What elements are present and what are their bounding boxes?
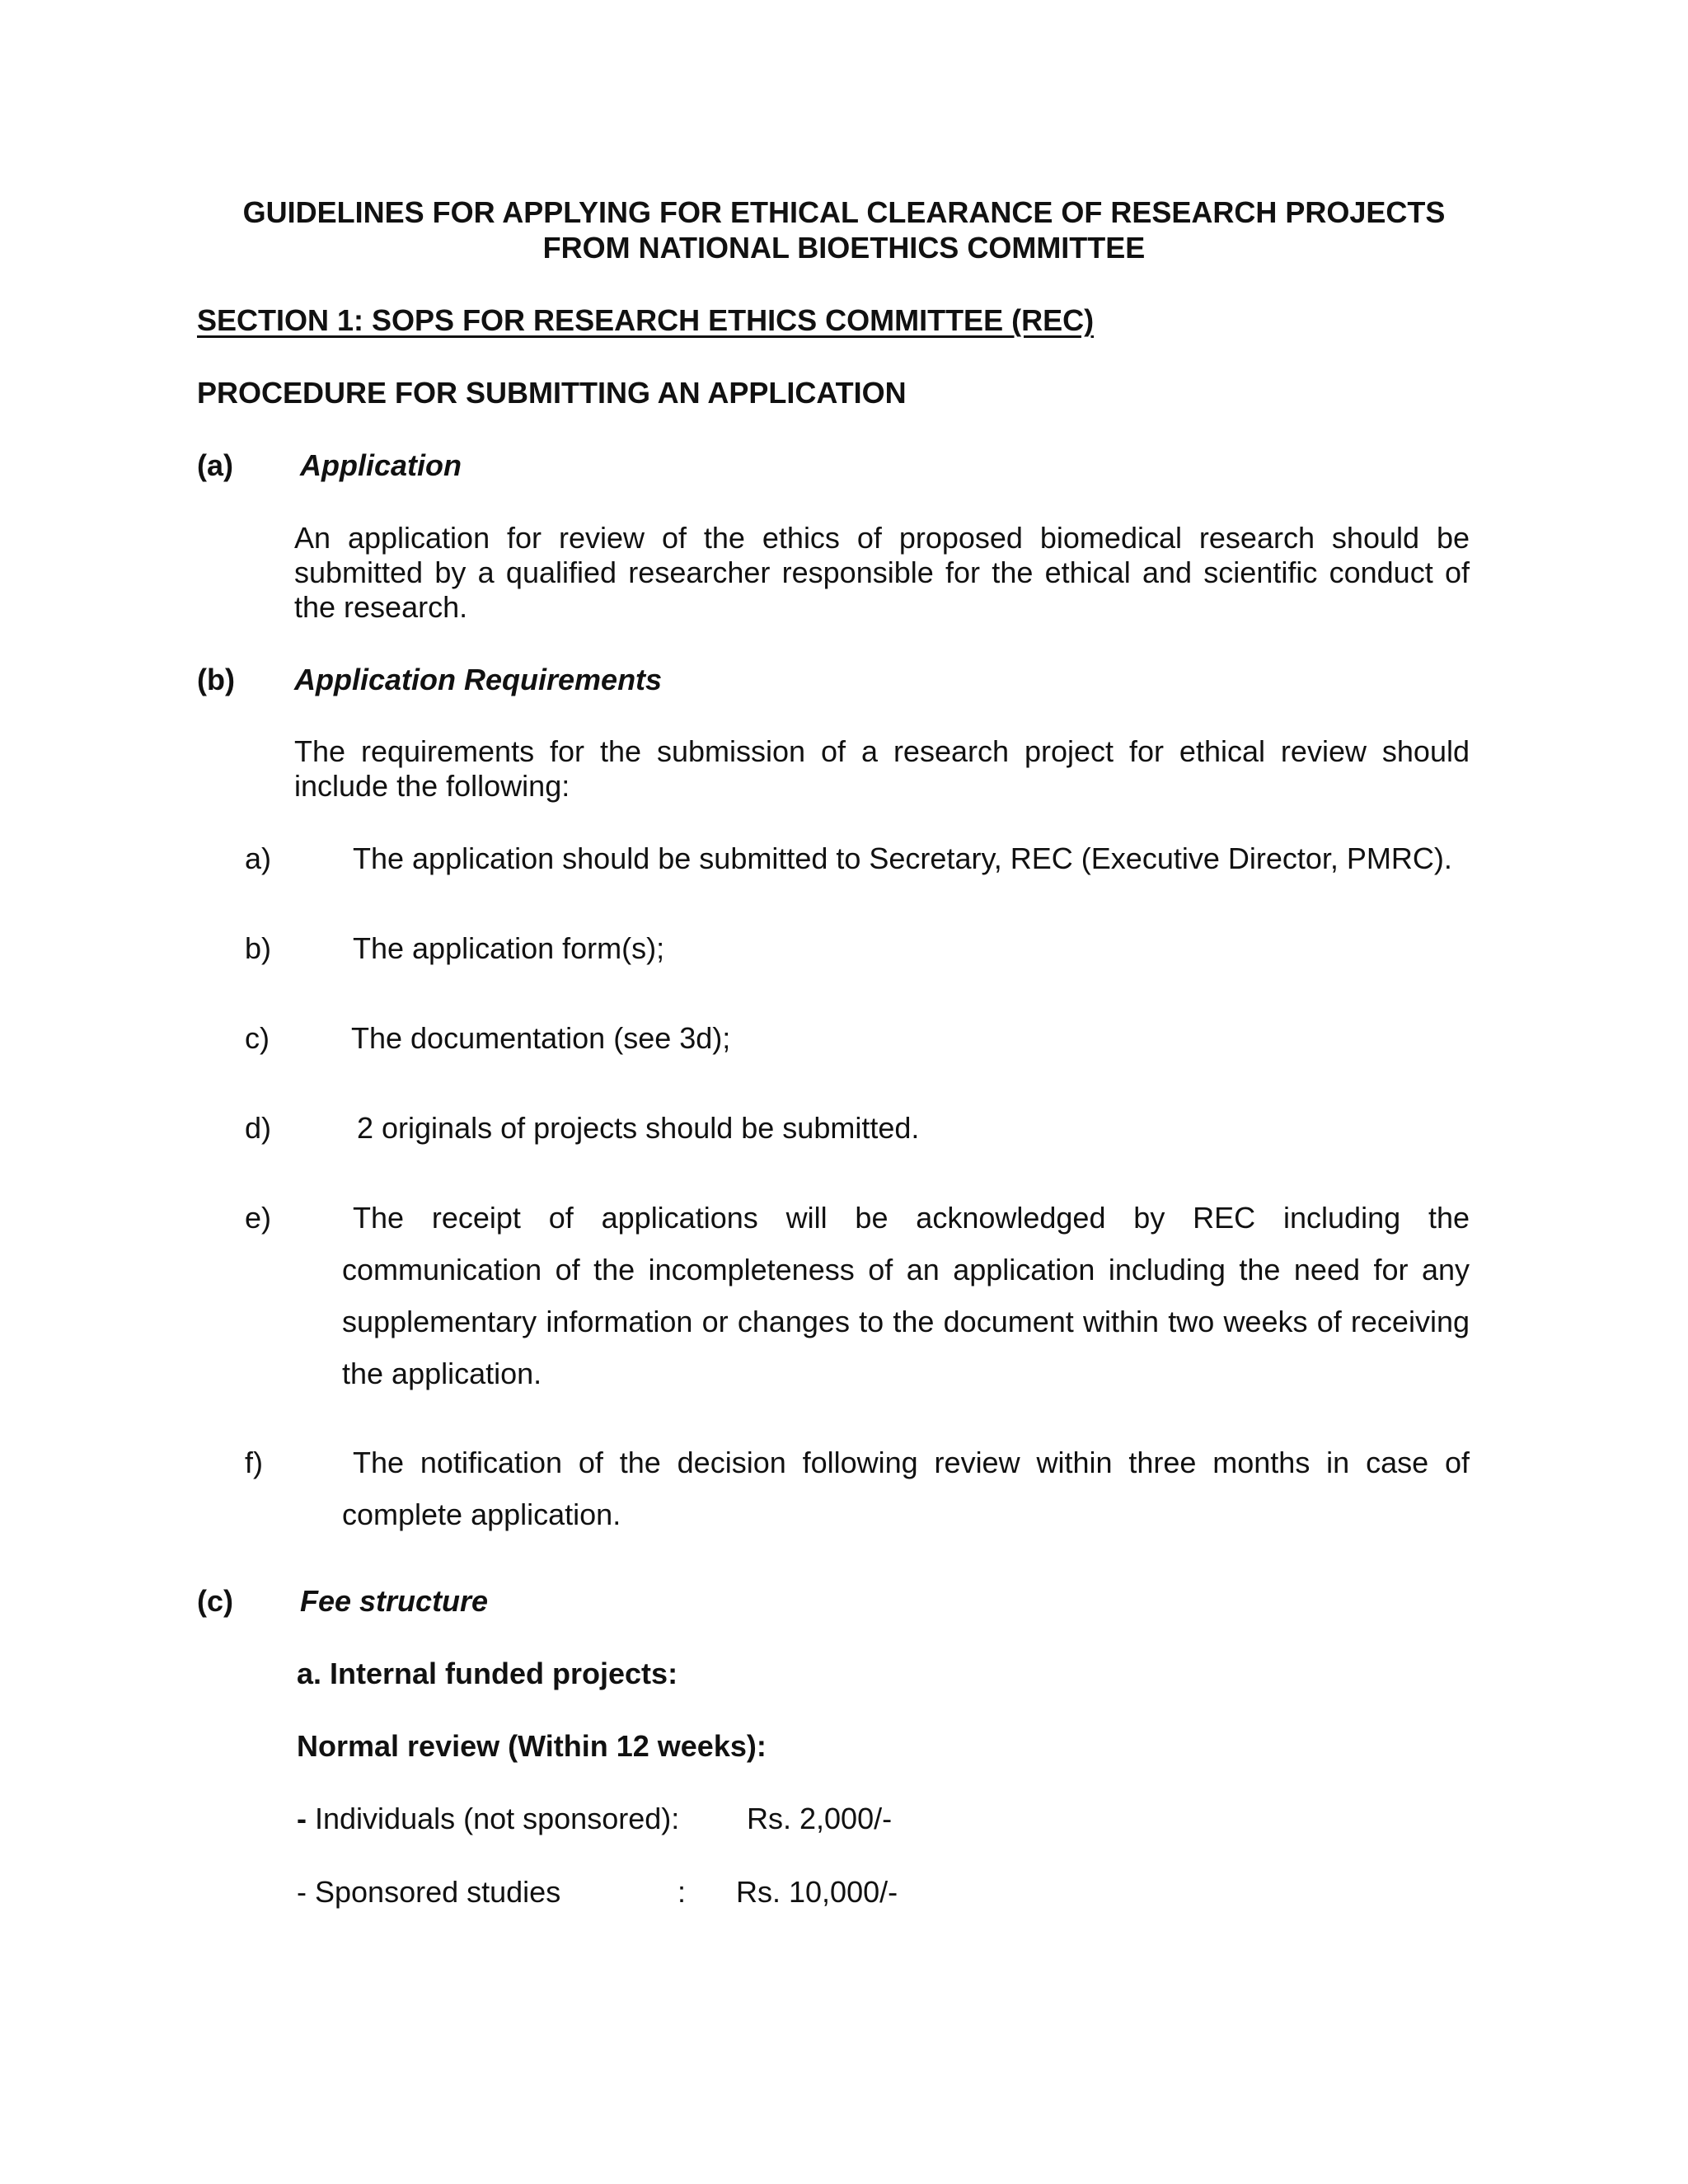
list-item-continuation: complete application. — [342, 1497, 621, 1531]
list-item-marker: c) — [245, 1021, 270, 1055]
list-item-continuation: communication of the incompleteness of an application including the need for any supplementary information or changes to the document within two weeks of receiving the application. — [342, 1253, 1470, 1390]
part-b-intro: The requirements for the submission of a research project for ethical review should include the following: — [294, 734, 1470, 803]
document-title — [0, 194, 1688, 265]
procedure-heading: PROCEDURE FOR SUBMITTING AN APPLICATION — [197, 376, 907, 410]
list-item: The documentation (see 3d); — [351, 1021, 731, 1055]
review-heading: Normal review (Within 12 weeks): — [297, 1729, 767, 1763]
list-item: The application form(s); — [353, 931, 665, 965]
part-b-heading: Application Requirements — [294, 663, 663, 696]
fee-row — [297, 1801, 679, 1836]
fee-subheading: a. Internal funded projects: — [297, 1657, 678, 1690]
part-a-marker: (a) — [197, 448, 233, 482]
list-item-marker: e) — [245, 1201, 272, 1235]
list-item-first-line: The notification of the decision following review within three months in case of — [353, 1446, 1470, 1479]
fee-label: Individuals (not sponsored): — [307, 1802, 680, 1835]
list-item-marker: d) — [245, 1111, 272, 1145]
part-a-body: An application for review of the ethics of proposed biomedical research should be submitted by a qualified researcher responsible for the ethical and scientific conduct of the research. — [294, 521, 1470, 624]
list-item-marker: f) — [245, 1446, 263, 1479]
fee-dash: - — [297, 1802, 307, 1835]
list-item-marker: a) — [245, 841, 272, 875]
section-heading: SECTION 1: SOPS FOR RESEARCH ETHICS COMMITTEE (REC) — [197, 303, 1095, 337]
part-c-heading: Fee structure — [300, 1584, 489, 1618]
fee-dash: - — [297, 1875, 307, 1909]
list-item: 2 originals of projects should be submitted. — [357, 1111, 920, 1145]
title-line-1: GUIDELINES FOR APPLYING FOR ETHICAL CLEARANCE OF RESEARCH PROJECTS — [242, 195, 1446, 229]
part-c-marker: (c) — [197, 1584, 233, 1618]
list-item: The application should be submitted to Secretary, REC (Executive Director, PMRC). — [353, 841, 1452, 875]
list-item-first-line: The receipt of applications will be acknowledged by REC including the — [353, 1201, 1470, 1235]
part-b-marker: (b) — [197, 663, 235, 696]
part-a-heading: Application — [300, 448, 462, 482]
fee-label: Sponsored studies — [307, 1875, 561, 1909]
fee-row — [297, 1874, 560, 1910]
fee-amount: Rs. 2,000/- — [747, 1802, 893, 1835]
title-line-2: FROM NATIONAL BIOETHICS COMMITTEE — [542, 231, 1146, 265]
list-item-marker: b) — [245, 931, 272, 965]
fee-colon: : — [678, 1875, 687, 1909]
fee-amount: Rs. 10,000/- — [736, 1875, 898, 1909]
